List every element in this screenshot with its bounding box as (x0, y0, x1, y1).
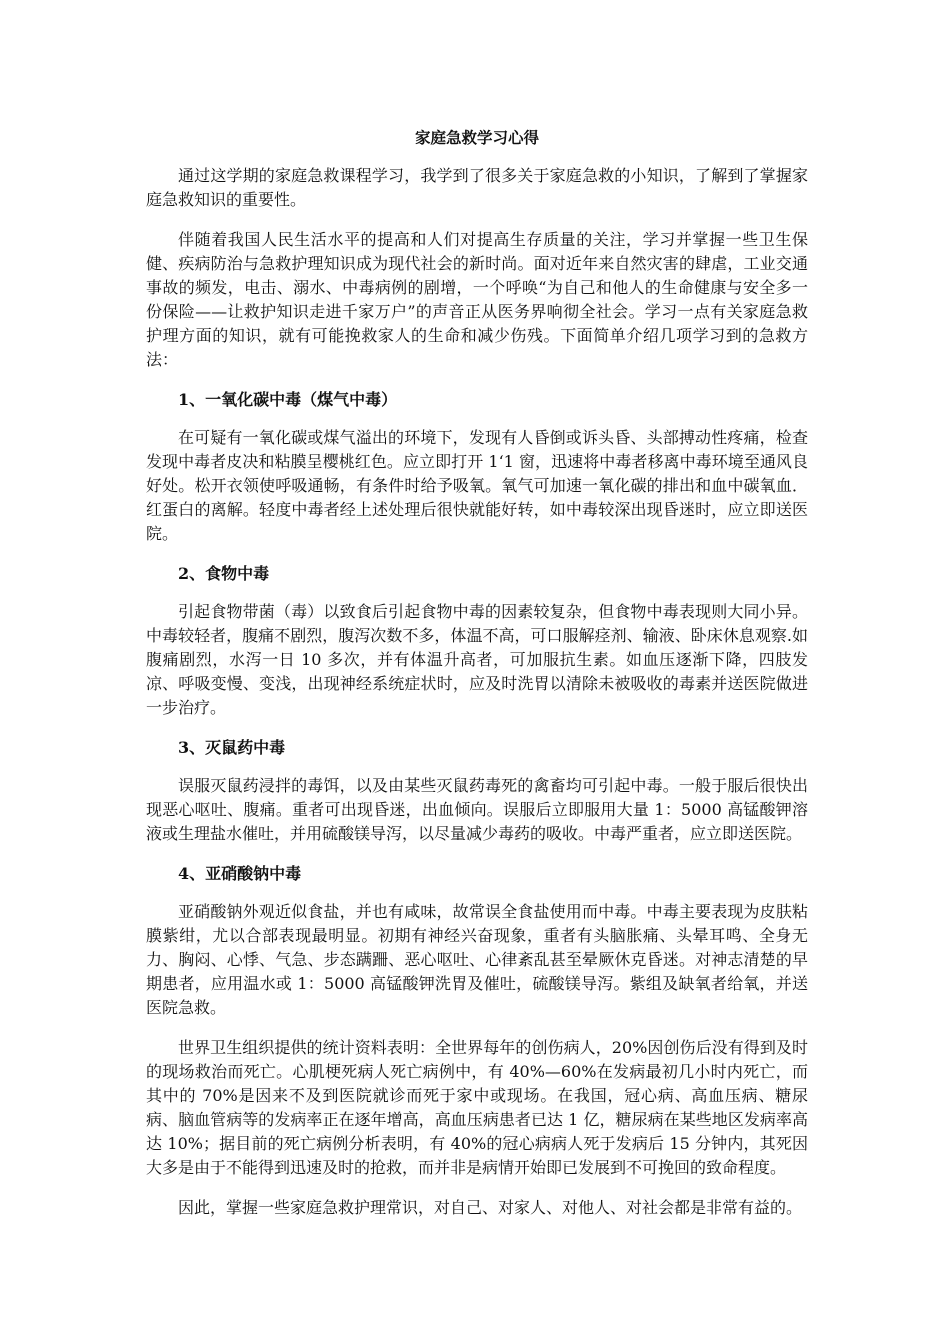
section-body-food-poisoning: 引起食物带菌（毒）以致食后引起食物中毒的因素较复杂，但食物中毒表现则大同小异。中毒较轻者，腹痛不剧烈，腹泻次数不多，体温不高，可口服解痉剂、输液、卧床休息观察.如腹痛剧烈，水泻一日 10 多次，并有体温升高者，可加服抗生素。如血压逐渐下降，四肢发凉、呼吸变慢、变浅，出现神经系统症状时，应及时洗胃以清除未被吸收的毒素并送医院做进一步治疗。 (146, 602, 808, 717)
section-body-carbon-monoxide: 在可疑有一氧化碳或煤气溢出的环境下，发现有人昏倒或诉头昏、头部搏动性疼痛，检查发现中毒者皮决和粘膜呈樱桃红色。应立即打开 1‘1 窗，迅速将中毒者移离中毒环境至通风良好处。松开衣领使呼吸通畅，有条件时给予吸氧。氧气可加速一氧化碳的排出和血中碳氧血．红蛋白的离解。轻度中毒者经上述处理后很快就能好转，如中毒较深出现昏迷时，应立即送医院。 (146, 428, 808, 543)
background-paragraph: 伴随着我国人民生活水平的提高和人们对提高生存质量的关注，学习并掌握一些卫生保健、疾病防治与急救护理知识成为现代社会的新时尚。面对近年来自然灾害的肆虐，工业交通事故的频发，电击、溺水、中毒病例的剧增，一个呼唤“为自己和他人的生命健康与安全多一份保险——让救护知识走进千家万户”的声音正从医务界响彻全社会。学习一点有关家庭急救护理方面的知识，就有可能挽救家人的生命和减少伤残。下面简单介绍几项学习到的急救方法： (146, 230, 808, 369)
section-body-rodenticide: 误服灭鼠药浸拌的毒饵，以及由某些灭鼠药毒死的禽畜均可引起中毒。一般于服后很快出现恶心呕吐、腹痛。重者可出现昏迷，出血倾向。误服后立即服用大量 1：5000 高锰酸钾溶液或生理盐水催吐，并用硫酸镁导泻，以尽量减少毒药的吸收。中毒严重者，应立即送医院。 (146, 776, 808, 843)
section-heading-carbon-monoxide: 1、一氧化碳中毒（煤气中毒） (178, 390, 398, 409)
section-heading-rodenticide: 3、灭鼠药中毒 (178, 738, 286, 757)
statistics-paragraph: 世界卫生组织提供的统计资料表明：全世界每年的创伤病人，20%因创伤后没有得到及时的现场救治而死亡。心肌梗死病人死亡病例中，有 40%—60%在发病最初几小时内死亡，而其中的 70%是因来不及到医院就诊而死于家中或现场。在我国，冠心病、高血压病、糖尿病、脑血管病等的发病率正在逐年增高，高血压病患者已达 1 亿，糖尿病在某些地区发病率高达 10%；据目前的死亡病例分析表明，有 40%的冠心病病人死于发病后 15 分钟内，其死因大多是由于不能得到迅速及时的抢救，而并非是病情开始即已发展到不可挽回的致命程度。 (146, 1038, 808, 1177)
conclusion-paragraph: 因此，掌握一些家庭急救护理常识，对自己、对家人、对他人、对社会都是非常有益的。 (178, 1198, 803, 1217)
intro-paragraph: 通过这学期的家庭急救课程学习，我学到了很多关于家庭急救的小知识，了解到了掌握家庭急救知识的重要性。 (146, 166, 808, 209)
section-heading-sodium-nitrite: 4、亚硝酸钠中毒 (178, 864, 302, 883)
section-body-sodium-nitrite: 亚硝酸钠外观近似食盐，并也有咸味，故常误全食盐使用而中毒。中毒主要表现为皮肤粘膜紫绀，尤以合部表现最明显。初期有神经兴奋现象，重者有头脑胀痛、头晕耳鸣、全身无力、胸闷、心悸、气急、步态蹒跚、恶心呕吐、心律紊乱甚至晕厥休克昏迷。对神志清楚的早期患者，应用温水或 1：5000 高锰酸钾洗胃及催吐，硫酸镁导泻。紫组及缺氧者给氧，并送医院急救。 (146, 902, 808, 1017)
section-heading-food-poisoning: 2、食物中毒 (178, 564, 270, 583)
document-title: 家庭急救学习心得 (414, 128, 539, 147)
